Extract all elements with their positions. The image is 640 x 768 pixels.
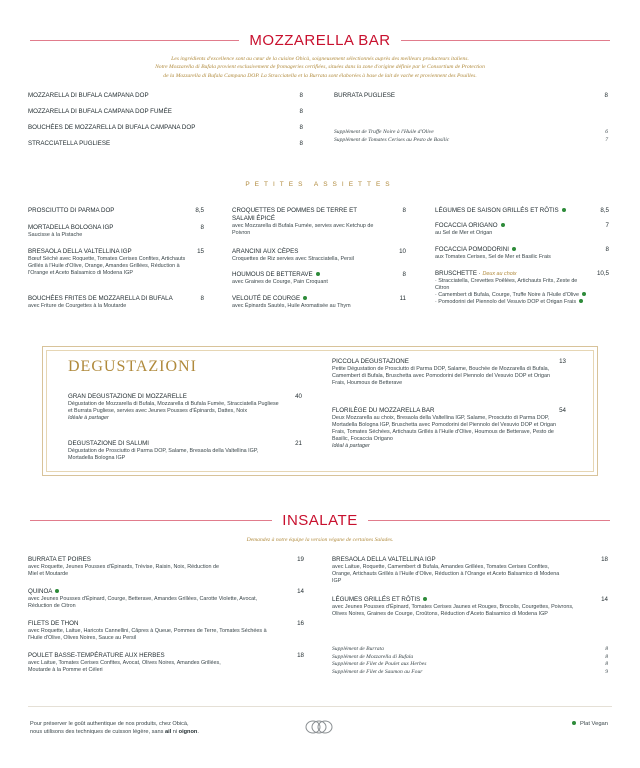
item-description: avec Laitue, Tomates Cerises Confites, Avocat, Olives Noires, Amandes Grillées, Moutarde à la Pomme et Céleri [28,659,221,673]
item-name-text: FOCACCIA POMODORINI [435,246,509,253]
supplement-label: Supplément de Filet de Poulet aux Herbes [332,661,427,668]
footer-text: ni [171,729,179,736]
mozzarella-bar-header [30,32,610,49]
vegan-legend [572,721,608,727]
item-name [232,295,406,303]
supplement-row [332,661,608,669]
item-price: 18 [297,652,304,659]
menu-item [332,407,566,450]
footer-divider [28,706,612,707]
vegan-dot-icon [316,272,320,276]
item-price: 14 [601,596,608,603]
footer-emphasis: ail [164,729,172,736]
item-name: ARANCINI AUX CÈPES [232,248,299,255]
vegan-dot-icon [501,223,505,227]
item-price: 8 [605,246,609,253]
item-price: 8 [200,224,204,231]
item-description-text: · Camembert di Bufala, Courge, Truffe Noire à l'Huile d'Olive [435,291,579,298]
supplement-row [334,137,608,145]
item-price: 8 [402,271,406,278]
divider [401,40,610,41]
item-price: 8 [299,92,303,99]
item-name: STRACCIATELLA PUGLIESE [28,140,111,147]
item-price: 8 [402,207,406,214]
menu-item [28,295,204,310]
item-choice-note: Deux au choix [482,271,517,277]
item-price: 8 [200,295,204,302]
supplement-row [334,129,608,137]
item-price: 54 [559,407,566,414]
item-description [435,292,609,299]
item-description: avec Roquette, Jeunes Pousses d'Épinards, Trévise, Raisin, Noix, Réduction de Miel et Moutarde [28,563,220,577]
item-name: FLORILÈGE DU MOZZARELLA BAR [332,407,435,414]
item-description: Croquettes de Riz servies avec Stracciatella, Persil [232,255,354,262]
item-name-text: LÉGUMES DE SAISON GRILLÉS ET RÔTIS [435,207,559,214]
item-price: 10 [399,248,406,255]
item-name: DEGUSTAZIONE DI SALUMI [68,440,150,447]
item-price: 40 [295,393,302,400]
menu-item [28,224,204,239]
item-description: avec Épinards Sautés, Huile Aromatisée au Thym [232,302,351,309]
menu-item [332,358,566,387]
item-name: GRAN DEGUSTAZIONE DI MOZZARELLE [68,393,187,400]
petites-assiettes-label: PETITES ASSIETTES [245,181,395,188]
menu-item [68,393,302,422]
supplements-list [332,646,608,676]
supplement-label: Supplément de Burrata [332,646,384,652]
supplement-price: 9 [605,668,608,675]
item-description: Petite Dégustation de Prosciutto di Parma DOP, Salame, Bouchée de Mozzarella di Bufala, Camembert di Bufala, Bruschetta avec Pomodorini del Piennolo del Vesuvio DOP et Origan Frais, Houmous de Betterave [332,365,551,386]
menu-item [28,652,304,674]
item-description: aux Tomates Cerises, Sel de Mer et Basilic Frais [435,253,551,260]
supplement-row [332,654,608,662]
supplement-price: 8 [605,653,608,660]
item-price: 16 [297,620,304,627]
vegan-dot-icon [582,292,586,296]
item-name-text: VELOUTÉ DE COURGE [232,295,301,302]
supplement-row [332,669,608,677]
menu-item [232,248,406,263]
menu-item [28,92,303,100]
menu-item [332,556,608,585]
supplement-price: 6 [605,129,608,135]
item-description [435,299,609,306]
degustazioni-title: DEGUSTAZIONI [68,358,197,375]
item-description: avec Jeunes Pousses d'Épinard, Tomates Cerises Jaunes et Rouges, Brocolis, Courgettes, Poivrons, Olives Noires, Graines de Courge, Croûtons, Réduction d'Aceto Balsamico di Modena IGP [332,603,574,617]
menu-item [435,207,609,215]
footer-emphasis: oignon [178,729,198,736]
item-description: · Stracciatella, Crevettes Poêlées, Artichauts Frits, Zeste de Citron [435,277,578,291]
item-name-text: BRUSCHETTE [435,270,477,277]
menu-item [28,556,304,578]
item-name: MOZZARELLA DI BUFALA CAMPANA DOP FUMÉE [28,108,172,115]
item-price: 7 [605,222,609,229]
vegan-dot-icon [579,299,583,303]
menu-item [28,108,303,116]
vegan-dot-icon [562,208,566,212]
item-note: Idéale à partager [68,414,109,421]
item-name: CROQUETTES DE POMMES DE TERRE ET SALAMI ÉPICÉ [232,207,357,222]
item-name [435,222,609,230]
item-name: BRESAOLA DELLA VALTELLINA IGP [28,248,132,255]
item-price: 8,5 [195,207,204,214]
footer-line: Pour préserver le goût authentique de nos produits, chez Obicà, [30,721,189,727]
item-name-text: HOUMOUS DE BETTERAVE [232,271,313,278]
footer-line [30,728,199,736]
menu-item [232,295,406,310]
section-title: MOZZARELLA BAR [249,32,391,49]
item-description: Dégustation de Prosciutto di Parma DOP, Salame, Bresaola della Valtellina IGP, Mortadella Bologna IGP [68,447,259,461]
item-name [28,588,304,596]
menu-item [28,588,304,610]
intro-line: Notre Mozzarella di Bufala provient exclusivement de fromageries certifiées, situées dans la zone d'origine définie par le Consortium de Protection [155,64,485,71]
item-price: 8 [299,124,303,131]
item-price: 14 [297,588,304,595]
vegan-dot-icon [303,296,307,300]
menu-item [28,124,303,132]
menu-item [435,270,609,306]
item-price: 11 [399,295,406,302]
item-price: 8,5 [600,207,609,214]
item-name: BURRATA ET POIRES [28,556,91,563]
item-description: Dégustation de Mozzarella di Bufala, Mozzarella di Bufala Fumée, Stracciatella Pugliese et Burrata Pugliese, servies avec Jeunes Pousses d'Épinards, Dattes, Noix [68,400,279,414]
legend-label: Plat Vegan [579,721,608,727]
supplement-price: 7 [605,136,608,143]
vegan-dot-icon [512,247,516,251]
item-description-text: · Pomodorini del Piennolo del Vesuvio DOP et Origan Frais [435,298,577,305]
item-name: MORTADELLA BOLOGNA IGP [28,224,114,231]
item-price: 10,5 [596,270,609,277]
supplement-row [332,646,608,654]
item-price: 18 [601,556,608,563]
item-name [435,207,609,215]
item-description: au Sel de Mer et Origan [435,229,493,236]
insalate-subtitle: Demandez à notre équipe la version végane de certaines Salades. [246,537,394,543]
vegan-dot-icon [572,721,576,725]
item-name: BRUSCHETTE · Deux au choix [435,270,517,277]
item-description: Saucisse à la Pistache [28,231,83,238]
footer-text: nous utilisons des techniques de cuisson légère, sans [30,729,165,736]
supplement-label: Supplément de Truffe Noire à l'Huile d'Olive [334,129,434,135]
insalate-header [30,512,610,529]
item-name: PICCOLA DEGUSTAZIONE [332,358,409,365]
item-description: avec Friture de Courgettes à la Moutarde [28,302,127,309]
item-name: BRESAOLA DELLA VALTELLINA IGP [332,556,436,563]
menu-item [435,222,609,237]
obica-logo-icon [304,720,334,734]
item-price: 8 [299,108,303,115]
divider [30,520,272,521]
supplement-label: Supplément de Filet de Saumon au Four [332,668,423,675]
item-price: 19 [297,556,304,563]
menu-item [332,596,608,618]
item-price: 15 [197,248,204,255]
supplement-label: Supplément de Tomates Cerises au Pesto de Basilic [334,136,450,143]
supplement-price: 8 [605,661,608,668]
item-note: Idéal à partager [332,442,370,449]
item-name-text: QUINOA [28,588,53,595]
supplement-price: 8 [605,646,608,652]
item-price: 8 [299,140,303,147]
item-name: BURRATA PUGLIESE [334,92,395,99]
menu-item [435,246,609,261]
item-price: 21 [295,440,302,447]
menu-item [68,440,302,462]
intro-line: de la Mozzarella di Bufala Campana DOP. La Stracciatella et la Burrata sont élaborées à base de lait de vache et proviennent des Pouilles. [163,72,477,79]
mozzarella-intro [60,55,580,80]
menu-item [232,271,406,286]
footer-note [30,720,199,736]
divider [30,40,239,41]
intro-line: Les ingrédients d'excellence sont au cœur de la cuisine Obicà, soigneusement sélectionnés auprès des meilleurs producteurs italiens. [171,56,469,62]
footer-text: . [197,729,199,736]
item-name [232,271,406,279]
item-name: BOUCHÉES FRITES DE MOZZARELLA DI BUFALA [28,295,173,302]
supplement-label: Supplément de Mozzarella di Bufala [332,653,414,660]
menu-item [28,620,304,642]
item-description: avec Jeunes Pousses d'Épinard, Courge, Betterave, Amandes Grillées, Carotte Violette, Avocat, Réduction de Citron [28,595,258,609]
menu-item [232,207,406,237]
item-name [332,596,608,604]
menu-item [28,140,303,148]
menu-item [334,92,608,100]
item-description: avec Graines de Courge, Pain Croquant [232,278,328,285]
item-name-text: LÉGUMES GRILLÉS ET RÔTIS [332,596,421,603]
item-description: Deux Mozzarella au choix, Bresaola della Valtellina IGP, Salame, Prosciutto di Parma DOP, Mortadella Bologna IGP, Bruschetta avec Pomodorini del Piennolo del Vesuvio DOP et Origan Frais, Tomates Séchées, Artichauts Grillés à l'Huile d'Olive, Houmous de Betterave, Pesto de Basilic, Focaccia Origano [332,414,556,442]
item-description: avec Mozzarella di Bufala Fumée, servies avec Ketchup de Poivron [232,222,374,236]
item-name: BOUCHÉES DE MOZZARELLA DI BUFALA CAMPANA DOP [28,124,196,131]
section-title: INSALATE [282,512,358,529]
menu-item [28,248,204,277]
menu-item [28,207,204,215]
item-description: Bœuf Séché avec Roquette, Tomates Cerises Confites, Artichauts Grillés à l'Huile d'Olive, Orange, Amandes Grillées, Réduction à l'Orange et Aceto Balsamico di Modena IGP [28,255,186,276]
item-name: PROSCIUTTO DI PARMA DOP [28,207,115,214]
vegan-dot-icon [423,597,427,601]
item-description: avec Roquette, Laitue, Haricots Cannellini, Câpres à Queue, Pommes de Terre, Tomates Séchées à l'Huile d'Olive, Olives Noires, Sauce au Persil [28,627,267,641]
item-price: 8 [604,92,608,99]
item-name: POULET BASSE-TEMPÉRATURE AUX HERBES [28,652,165,659]
divider [368,520,610,521]
item-price: 13 [559,358,566,365]
item-name-text: FOCACCIA ORIGANO [435,222,498,229]
supplements-list [334,129,608,144]
item-description: avec Laitue, Roquette, Camembert di Bufala, Amandes Grillées, Tomates Cerises Confites, Orange, Artichauts Grillés à l'Huile d'Olive, Réduction à l'Orange et Aceto Balsamico di Modena IGP [332,563,560,584]
vegan-dot-icon [55,589,59,593]
item-name [435,246,609,254]
item-name: FILETS DE THON [28,620,79,627]
item-name: MOZZARELLA DI BUFALA CAMPANA DOP [28,92,149,99]
